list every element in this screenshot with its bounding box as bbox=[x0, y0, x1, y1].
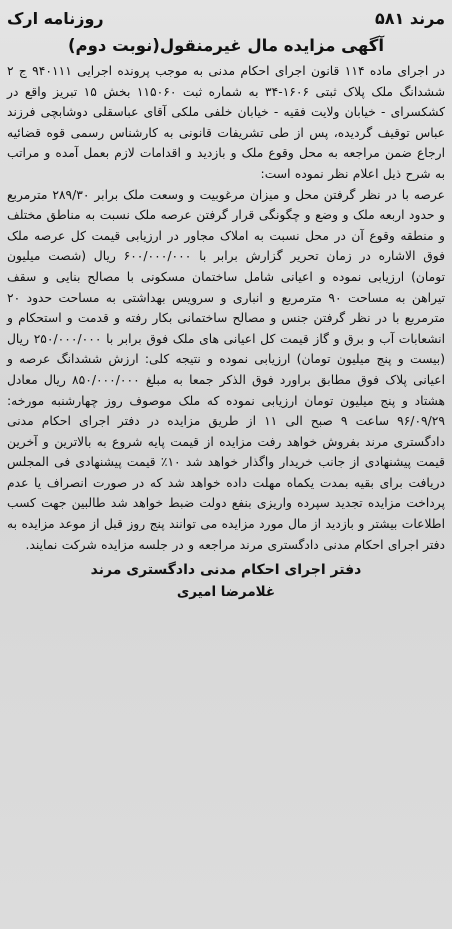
city-issue-label: مرند ۵۸۱ bbox=[375, 9, 445, 28]
notice-paragraph-intro: در اجرای ماده ۱۱۴ قانون اجرای احکام مدنی به موجب پرونده اجرایی ۹۴۰۱۱۱ ج ۲ ششدانگ ملک پلاک ثبتی ۱۶۰۶-۳۴ به شماره ثبت ۱۱۵۰۶۰ بخش ۱۵ تبریز واقع در کشکسرای - خیابان ولایت فقیه - خیابان خلفی ملکی آقای عباسقلی دوشابچی فرزند عباس توقیف گردیده، پس از طی تشریفات قانونی به کارشناس رسمی قوه قضائیه ارجاع ضمن مراجعه به محل وقوع ملک و بازدید و اقدامات لازم بعمل آمده و مراتب به شرح ذیل اعلام نظر نموده است: bbox=[7, 64, 445, 181]
notice-title: آگهی مزایده مال غیرمنقول(نوبت دوم) bbox=[67, 36, 384, 55]
notice-footer bbox=[7, 559, 445, 603]
newspaper-name: روزنامه ارک bbox=[7, 9, 104, 28]
issuing-office: دفتر اجرای احکام مدنی دادگستری مرند bbox=[90, 562, 362, 579]
clipping-header bbox=[7, 6, 445, 32]
notice-body bbox=[7, 61, 445, 555]
notice-paragraph-details: عرصه با در نظر گرفتن محل و میزان مرغوبیت و وسعت ملک برابر ۲۸۹/۳۰ مترمربع و حدود اربعه ملک و وضع و چگونگی قرار گرفتن عرصه ملک نسبت به مناطق مختلف و منطقه وقوع آن در محل نسبت به املاک مجاور در ارزیابی قیمت کل عرصه ملک فوق الاشاره در زمان تحریر گزارش برابر با ۶۰۰/۰۰۰/۰۰۰ ریال (شصت میلیون تومان) ارزیابی نموده و اعیانی شامل ساختمان مسکونی با مصالح بنایی و سقف تیراهن به مساحت ۹۰ مترمربع و انباری و سرویس بهداشتی به مساحت حدود ۲۰ مترمربع با در نظر گرفتن جنس و مصالح ساختمانی بکار رفته و قدمت و استحکام و انشعابات آب و برق و گاز قیمت کل اعیانی های ملک فوق برابر با ۲۵۰/۰۰۰/۰۰۰ ریال (بیست و پنج میلیون تومان) ارزیابی نموده و نتیجه کلی: ارزش ششدانگ عرصه و اعیانی پلاک فوق مطابق براورد فوق الذکر جمعا به مبلغ ۸۵۰/۰۰۰/۰۰۰ ریال معادل هشتاد و پنج میلیون تومان ارزیابی نموده که ملک موصوف روز چهارشنبه مورخه: ۹۶/۰۹/۲۹ ساعت ۹ صبح الی ۱۱ از طریق مزایده در دفتر اجرای احکام مدنی دادگستری مرند بفروش خواهد رفت مزایده از قیمت پایه شروع به بالاترین و آخرین قیمت پیشنهادی از جانب خریدار واگذار خواهد شد ۱۰٪ قیمت پیشنهادی فی المجلس دریافت برای بقیه بمدت یکماه مهلت داده خواهد شد که در صورت انصراف یا عدم پرداخت مزایده تجدید سپرده واریزی بنفع دولت ضبط خواهد شد طالبین جهت کسب اطلاعات بیشتر و بازدید از مال مورد مزایده می توانند پنج روز قبل از موعد مزایده به دفتر اجرای احکام مدنی دادگستری مرند مراجعه و در جلسه مزایده شرکت نمایند. bbox=[7, 187, 446, 552]
signer-name: غلامرضا امیری bbox=[176, 584, 276, 601]
